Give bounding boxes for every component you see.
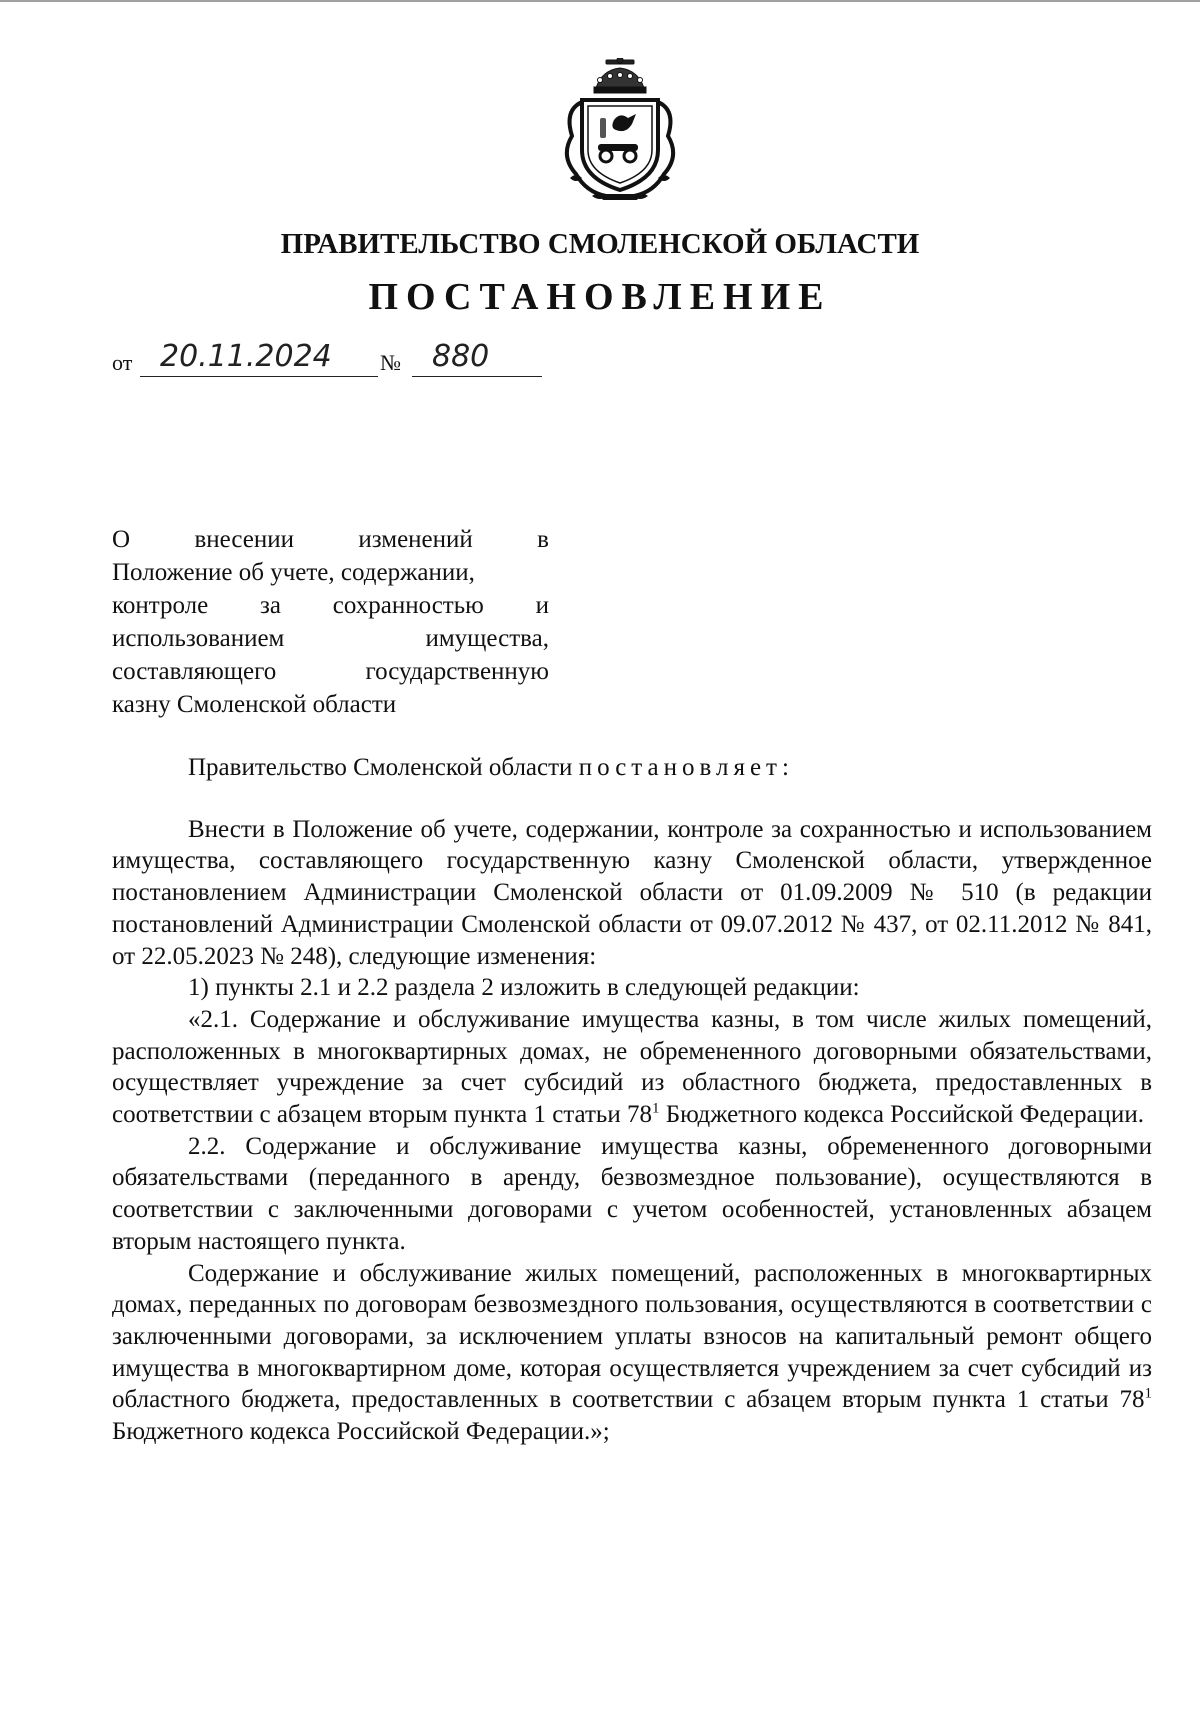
subject-line <box>112 655 549 688</box>
subject-word: и <box>535 592 549 619</box>
from-label: от <box>112 350 133 375</box>
government-title: ПРАВИТЕЛЬСТВО СМОЛЕНСКОЙ ОБЛАСТИ <box>280 228 920 260</box>
subject-word: имущества, <box>425 625 549 652</box>
subject-word: за <box>260 592 281 619</box>
subject-word: изменений <box>358 526 473 553</box>
subject-word: внесении <box>194 526 294 553</box>
superscript: 1 <box>1144 1386 1152 1403</box>
subject-word: использованием <box>112 625 285 652</box>
subject-word: Положение об учете, содержании, <box>112 559 475 586</box>
subject-line <box>112 688 549 721</box>
paragraph-2-2-second <box>112 1258 1152 1448</box>
paragraph-2-2-second-text: Содержание и обслуживание жилых помещений, расположенных в многоквартирных домах, переданных по договорам безвозмездного пользования, осуществляются в соответствии с заключенными договорами, за исключением уплаты взносов на капитальный ремонт общего имущества в многоквартирном доме, которая осуществляется учреждением за счет субсидий из областного бюджета, предоставленных в соответствии с абзацем вторым пункта 1 статьи 78 <box>112 1259 1152 1414</box>
number-label: № <box>380 350 401 375</box>
subject-word: О <box>112 526 131 553</box>
enactment-word: постановляет: <box>578 754 794 781</box>
enactment-clause <box>112 752 1152 784</box>
paragraph-2-2: 2.2. Содержание и обслуживание имущества казны, обремененного договорными обязательствами (переданного в аренду, безвозмездное пользование), осуществляются в соответствии с заключенными договорами с учетом особенностей, установленных абзацем вторым настоящего пункта. <box>112 1132 1152 1255</box>
subject-line <box>112 622 549 655</box>
subject-word: сохранностью <box>332 592 484 619</box>
paragraph-2-2-second-tail: Бюджетного кодекса Российской Федерации.»; <box>112 1418 610 1446</box>
paragraph-2-1-text: «2.1. Содержание и обслуживание имущества казны, в том числе жилых помещений, расположенных в многоквартирных домах, не обремененного договорными обязательствами, осуществляет учреждение за счет субсидий из областного бюджета, предоставленных в соответствии с абзацем вторым пункта 1 статьи 78 <box>112 1005 1152 1129</box>
subject-word: составляющего <box>112 658 277 685</box>
subject-word: государственную <box>365 658 549 685</box>
paragraph-2-1-tail: Бюджетного кодекса Российской Федерации. <box>659 1101 1144 1129</box>
smolensk-coat-of-arms-icon <box>556 58 684 206</box>
document-type-title: ПОСТАНОВЛЕНИЕ <box>368 276 832 318</box>
enactment-text: Правительство Смоленской области <box>188 754 579 781</box>
scan-edge-line <box>0 0 1200 2</box>
subject-word: в <box>537 526 549 553</box>
paragraph-2-1 <box>112 1004 1152 1131</box>
subject-line <box>112 523 549 556</box>
subject-word: казну Смоленской области <box>112 691 397 718</box>
subject-line <box>112 556 549 589</box>
subject-heading <box>112 523 549 721</box>
handwritten-number: 880 <box>432 339 490 374</box>
subject-word: контроле <box>112 592 209 619</box>
paragraph-item-1: 1) пункты 2.1 и 2.2 раздела 2 изложить в следующей редакции: <box>188 974 860 1002</box>
superscript: 1 <box>651 1100 660 1117</box>
subject-line <box>112 589 549 622</box>
handwritten-date: 20.11.2024 <box>160 339 332 374</box>
paragraph-intro: Внести в Положение об учете, содержании, контроле за сохранностью и использованием имущества, составляющего государственную казну Смоленской области, утвержденное постановлением Администрации Смоленской области от 01.09.2009 № 510 (в редакции постановлений Администрации Смоленской области от 09.07.2012 № 437, от 02.11.2012 № 841, от 22.05.2023 № 248), следующие изменения: <box>112 815 1152 970</box>
date-number-line <box>112 340 542 380</box>
document-body <box>112 752 1152 1448</box>
